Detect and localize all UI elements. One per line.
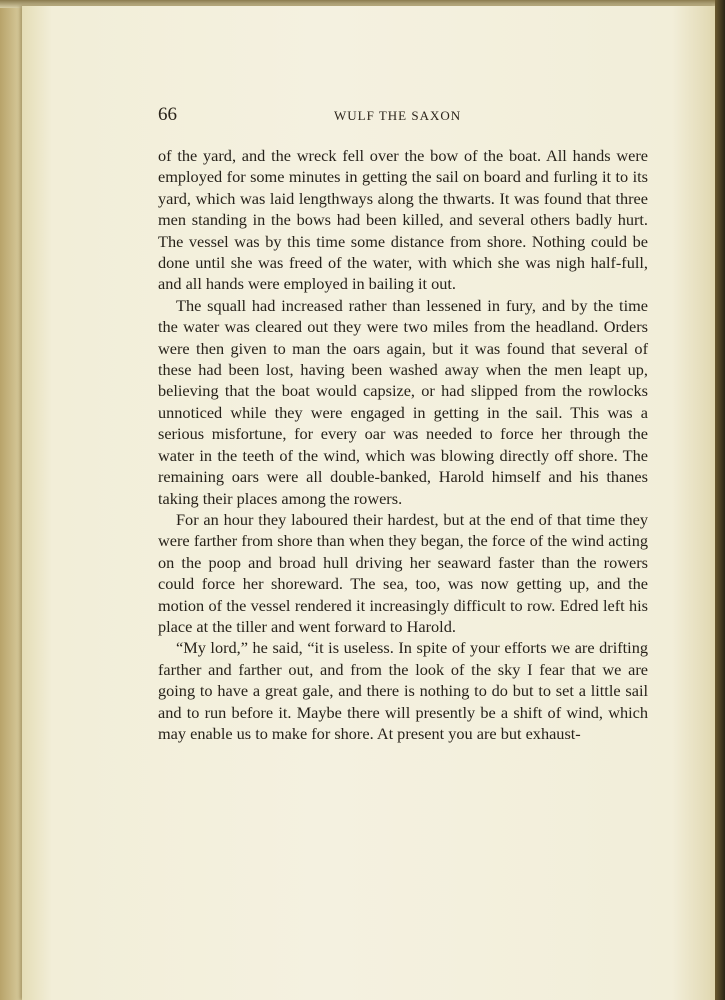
paragraph: “My lord,” he said, “it is useless. In spite of your efforts we are drifting farther and farther out, and from the look of the sky I fear that we are going to have a great gale, and there is nothing to do but to set a little sail and to run before it. Maybe there will presently be a shift of wind, which may enable us to make for shore. At present you are but exhaust- [158, 638, 648, 743]
page-number: 66 [158, 104, 177, 125]
paragraph: For an hour they laboured their hardest, but at the end of that time they were farther from shore than when they began, the force of the wind acting on the poop and broad hull driving her seaward faster than the rowers could force her shoreward. The sea, too, was now getting up, and the motion of the vessel rendered it increasingly difficult to row. Edred left his place at the tiller and went forward to Harold. [158, 509, 648, 636]
scan-edge-right [715, 0, 725, 1000]
page-header [158, 100, 648, 130]
paragraph: The squall had increased rather than lessened in fury, and by the time the water was cleared out they were two miles from the headland. Orders were then given to man the oars again, but it was found that several of these had been lost, having been washed away when the men leapt up, believing that the boat would capsize, or had slipped from the rowlocks unnoticed while they were engaged in getting in the sail. This was a serious misfortune, for every oar was needed to force her through the water in the teeth of the wind, which was blowing directly off shore. The remaining oars were all double-banked, Harold himself and his thanes taking their places among the rowers. [158, 295, 648, 508]
body-text [158, 145, 648, 744]
paragraph: of the yard, and the wreck fell over the bow of the boat. All hands were employed for some minutes in getting the sail on board and furling it to its yard, which was laid lengthways along the thwarts. It was found that three men standing in the bows had been killed, and several others badly hurt. The vessel was by this time some distance from shore. Nothing could be done until she was freed of the water, with which she was nigh half-full, and all hands were employed in bailing it out. [158, 146, 648, 294]
book-gutter [0, 0, 22, 1000]
running-title: WULF THE SAXON [334, 108, 462, 123]
